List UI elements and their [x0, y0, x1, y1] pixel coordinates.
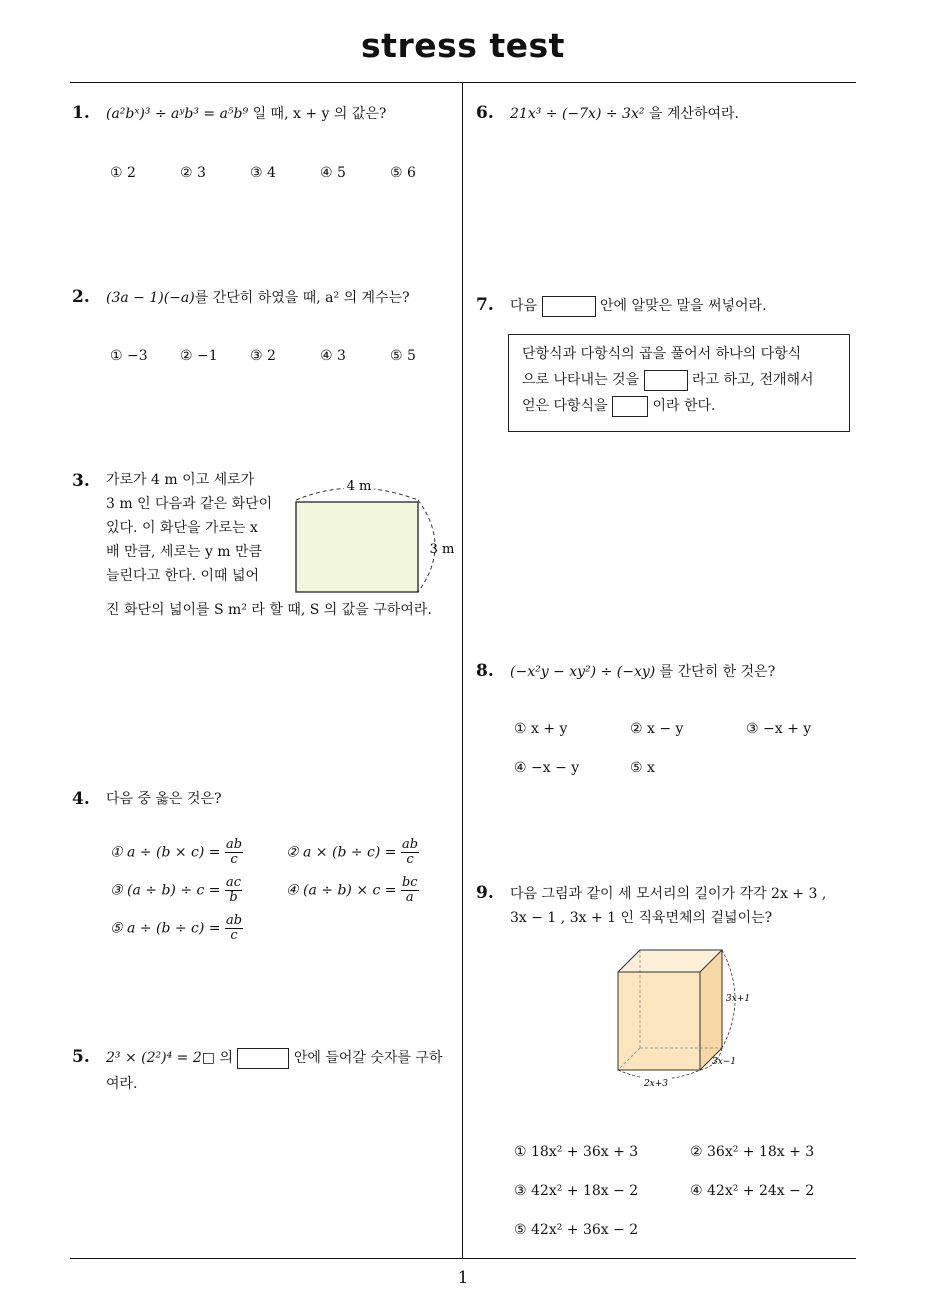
q4-choice-3-numerator: ac	[225, 875, 242, 890]
width-label: 4 m	[346, 479, 372, 494]
question-3-line-1: 가로가 4 m 이고 세로가	[106, 472, 255, 488]
q4-choice-4-denominator: a	[405, 890, 414, 905]
page-number: 1	[457, 1268, 469, 1288]
question-3-line-5: 늘린다고 한다. 이때 넓어	[106, 568, 260, 584]
question-8-prompt: 를 간단히 한 것은?	[659, 664, 776, 680]
question-3-line-3: 있다. 이 화단을 가로는 x	[106, 520, 258, 536]
question-7-box-line-2	[522, 368, 814, 392]
q4-choice-4[interactable]	[286, 876, 419, 905]
question-1-number: 1.	[72, 103, 90, 123]
q2-choice-2[interactable]: ② −1	[180, 348, 218, 364]
q4-choice-2-numerator: ab	[401, 837, 419, 852]
question-3-number: 3.	[72, 471, 90, 491]
question-5-number: 5.	[72, 1047, 90, 1067]
question-3-last-line: 진 화단의 넓이를 S m² 라 할 때, S 의 값을 구하여라.	[106, 602, 432, 618]
q4-choice-4-numerator: bc	[401, 875, 418, 890]
question-2-expression: (3a − 1)(−a)	[106, 290, 195, 306]
depth-label: 3x−1	[712, 1057, 737, 1067]
question-7-box-line-3b: 이라 한다.	[652, 398, 716, 414]
q8-choice-3[interactable]: ③ −x + y	[746, 721, 812, 737]
question-7-text-b: 안에 알맞은 말을 써넣어라.	[599, 298, 767, 314]
q4-choice-5-denominator: c	[230, 928, 238, 943]
question-9-number: 9.	[476, 883, 494, 903]
header-rule	[70, 82, 856, 83]
question-7-box-line-2b: 라고 하고, 전개해서	[692, 372, 814, 388]
question-5-expression: 2³ × (2²)⁴ = 2□	[106, 1050, 215, 1066]
q4-choice-5[interactable]	[110, 914, 243, 943]
question-7-number: 7.	[476, 295, 494, 315]
q4-choice-1-lead: ① a ÷ (b × c) =	[110, 844, 221, 861]
q4-choice-2-lead: ② a × (b ÷ c) =	[286, 844, 397, 861]
q1-choice-3[interactable]: ③ 4	[250, 165, 276, 181]
q9-choice-2[interactable]: ② 36x² + 18x + 3	[690, 1144, 815, 1160]
question-2-prompt: 를 간단히 하였을 때, a² 의 계수는?	[194, 290, 410, 306]
question-8-expression: (−x²y − xy²) ÷ (−xy)	[510, 664, 656, 680]
cuboid-figure	[600, 944, 770, 1092]
height-label: 3 m	[429, 542, 455, 557]
question-7-box-line-3	[522, 394, 716, 418]
q8-choice-2[interactable]: ② x − y	[630, 721, 684, 737]
question-1-expression: (a²bˣ)³ ÷ aʸb³ = a⁵b⁹	[106, 106, 249, 122]
q9-choice-5[interactable]: ⑤ 42x² + 36x − 2	[514, 1222, 639, 1238]
question-8-text	[510, 660, 775, 684]
q4-choice-1-denominator: c	[230, 852, 238, 867]
question-5-answer-blank[interactable]	[237, 1048, 289, 1069]
q4-choice-3-denominator: b	[229, 890, 238, 905]
question-9-line-1: 다음 그림과 같이 세 모서리의 길이가 각각 2x + 3 ,	[510, 886, 827, 902]
q1-choice-4[interactable]: ④ 5	[320, 165, 346, 181]
question-7-blank-marker	[542, 296, 596, 317]
question-7-box-line-1: 단항식과 다항식의 곱을 풀어서 하나의 다항식	[522, 346, 802, 362]
question-5-text-b: 안에 들어갈 숫자를 구하	[293, 1050, 443, 1066]
q1-choice-1[interactable]: ① 2	[110, 165, 136, 181]
question-3-line-2: 3 m 인 다음과 같은 화단이	[106, 496, 273, 512]
question-3-text	[106, 468, 286, 588]
q1-choice-2[interactable]: ② 3	[180, 165, 206, 181]
q8-choice-4[interactable]: ④ −x − y	[514, 760, 580, 776]
q4-choice-5-numerator: ab	[225, 913, 243, 928]
question-7-text	[510, 294, 767, 318]
q4-choice-3-fraction	[225, 876, 242, 905]
q2-choice-1[interactable]: ① −3	[110, 348, 148, 364]
q8-choice-5[interactable]: ⑤ x	[630, 760, 655, 776]
q4-choice-4-lead: ④ (a ÷ b) × c =	[286, 882, 397, 899]
question-8-number: 8.	[476, 661, 494, 681]
question-5-text	[106, 1046, 442, 1070]
question-6-expression: 21x³ ÷ (−7x) ÷ 3x²	[510, 106, 645, 122]
q2-choice-3[interactable]: ③ 2	[250, 348, 276, 364]
q4-choice-3-lead: ③ (a ÷ b) ÷ c =	[110, 882, 221, 899]
question-6-text	[510, 102, 739, 126]
question-1-prompt: 일 때, x + y 의 값은?	[252, 106, 387, 122]
q9-choice-4[interactable]: ④ 42x² + 24x − 2	[690, 1183, 815, 1199]
question-2-number: 2.	[72, 287, 90, 307]
q9-choice-3[interactable]: ③ 42x² + 18x − 2	[514, 1183, 639, 1199]
q4-choice-2[interactable]	[286, 838, 419, 867]
question-7-answer-blank-1[interactable]	[644, 370, 688, 391]
width-label: 2x+3	[643, 1079, 669, 1089]
question-7-box-line-3a: 얻은 다항식을	[522, 398, 608, 414]
q1-choice-5[interactable]: ⑤ 6	[390, 165, 416, 181]
q8-choice-1[interactable]: ① x + y	[514, 721, 568, 737]
q2-choice-4[interactable]: ④ 3	[320, 348, 346, 364]
q4-choice-1-numerator: ab	[225, 837, 243, 852]
q4-choice-3[interactable]	[110, 876, 242, 905]
question-5-text-a: 의	[219, 1050, 233, 1066]
garden-figure	[290, 474, 462, 600]
q4-choice-1[interactable]	[110, 838, 243, 867]
question-7-box-line-2a: 으로 나타내는 것을	[522, 372, 640, 388]
question-4-prompt: 다음 중 옳은 것은?	[106, 791, 222, 807]
page-title: stress test	[361, 26, 565, 65]
question-4-number: 4.	[72, 789, 90, 809]
column-divider	[462, 83, 463, 1259]
question-1-text	[106, 102, 386, 126]
q4-choice-1-fraction	[225, 838, 243, 867]
q2-choice-5[interactable]: ⑤ 5	[390, 348, 416, 364]
q4-choice-4-fraction	[401, 876, 419, 905]
question-6-prompt: 을 계산하여라.	[648, 106, 739, 122]
question-7-answer-blank-2[interactable]	[612, 396, 648, 417]
question-3-line-4: 배 만큼, 세로는 y m 만큼	[106, 544, 263, 560]
garden-rectangle	[296, 502, 418, 592]
question-5-text-c: 여라.	[106, 1076, 138, 1092]
question-7-text-a: 다음	[510, 298, 538, 314]
q4-choice-5-fraction	[225, 914, 243, 943]
height-label: 3x+1	[726, 994, 751, 1004]
q4-choice-2-denominator: c	[406, 852, 414, 867]
q9-choice-1[interactable]: ① 18x² + 36x + 3	[514, 1144, 639, 1160]
cuboid-front-face	[618, 972, 700, 1070]
question-9-line-2: 3x − 1 , 3x + 1 인 직육면체의 겉넓이는?	[510, 910, 773, 926]
question-6-number: 6.	[476, 103, 494, 123]
q4-choice-5-lead: ⑤ a ÷ (b ÷ c) =	[110, 920, 221, 937]
question-2-text	[106, 286, 410, 310]
q4-choice-2-fraction	[401, 838, 419, 867]
footer-rule	[70, 1258, 856, 1259]
